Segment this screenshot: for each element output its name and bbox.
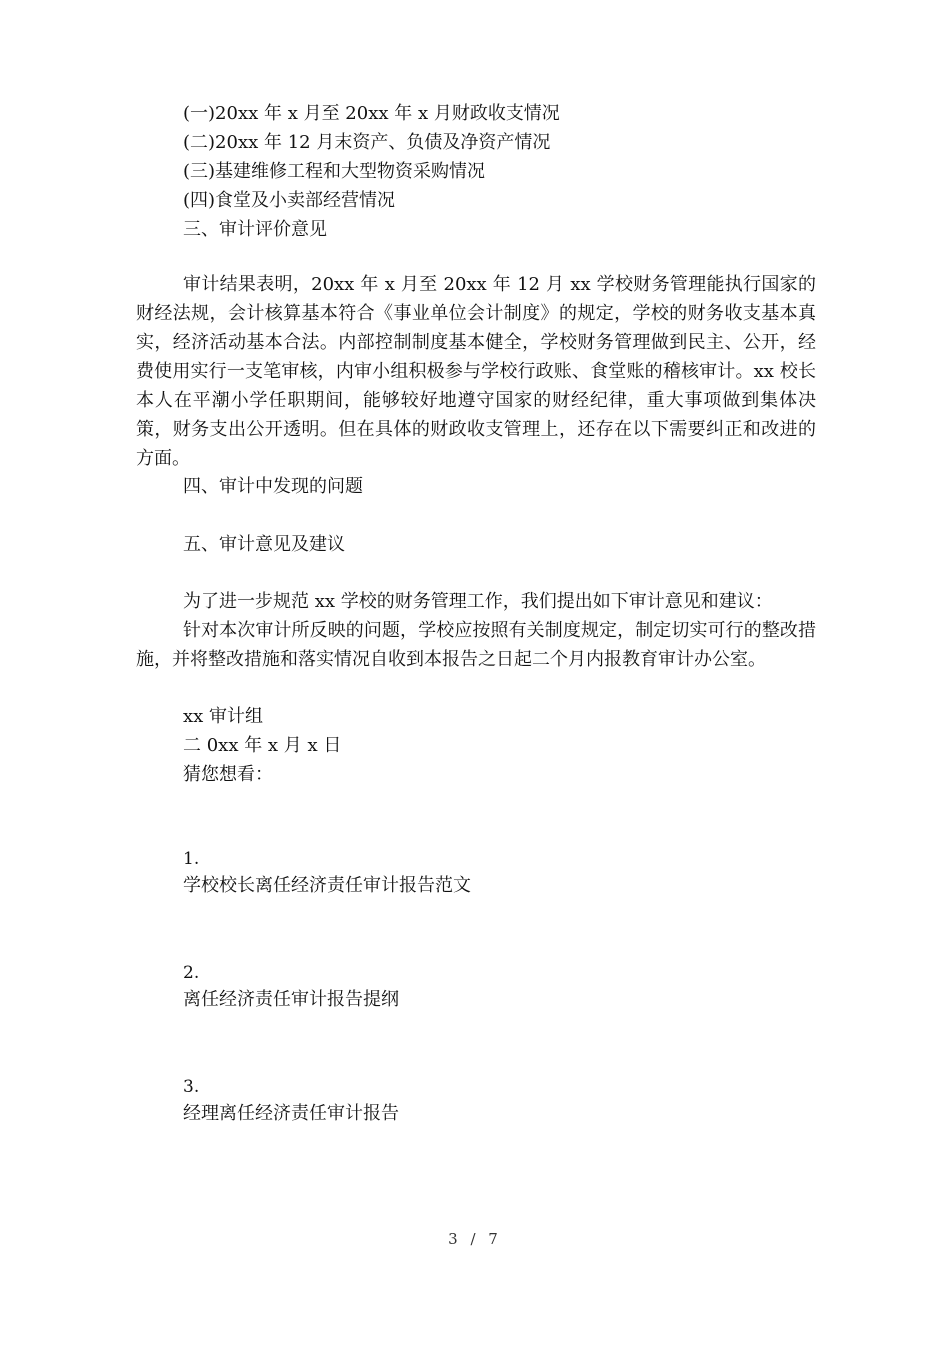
section-4-heading: 四、审计中发现的问题 — [183, 476, 363, 497]
outline-item-4: (四)食堂及小卖部经营情况 — [183, 190, 396, 211]
section-5-heading: 五、审计意见及建议 — [183, 534, 345, 555]
related-item-link[interactable]: 经理离任经济责任审计报告 — [183, 1103, 399, 1124]
related-item-number: 1. — [183, 849, 200, 869]
page-number: 3 / 7 — [448, 1230, 502, 1248]
outline-item-1: (一)20xx 年 x 月至 20xx 年 x 月财政收支情况 — [183, 103, 560, 124]
section-3-body: 审计结果表明，20xx 年 x 月至 20xx 年 12 月 xx 学校财务管理能执行国家的财经法规，会计核算基本符合《事业单位会计制度》的规定，学校的财务收支基本真实，经济活动基本合法。内部控制制度基本健全，学校财务管理做到民主、公开，经费使用实行一支笔审核，内审小组积极参与学校行政账、食堂账的稽核审计。xx 校长本人在平潮小学任职期间，能够较好地遵守国家的财经纪律，重大事项做到集体决策，财务支出公开透明。但在具体的财政收支管理上，还存在以下需要纠正和改进的方面。 — [136, 274, 816, 469]
outline-item-2: (二)20xx 年 12 月末资产、负债及净资产情况 — [183, 132, 551, 153]
related-item-number: 3. — [183, 1077, 200, 1097]
related-item-number: 2. — [183, 963, 200, 983]
related-item-link[interactable]: 离任经济责任审计报告提纲 — [183, 989, 399, 1010]
related-item-link[interactable]: 学校校长离任经济责任审计报告范文 — [183, 875, 471, 896]
related-label: 猜您想看： — [183, 764, 273, 785]
outline-item-3: (三)基建维修工程和大型物资采购情况 — [183, 161, 486, 182]
signature-date: 二 0xx 年 x 月 x 日 — [183, 735, 342, 756]
section-5-body: 针对本次审计所反映的问题，学校应按照有关制度规定，制定切实可行的整改措施，并将整改措施和落实情况自收到本报告之日起二个月内报教育审计办公室。 — [136, 620, 816, 670]
section-5-intro: 为了进一步规范 xx 学校的财务管理工作，我们提出如下审计意见和建议： — [183, 591, 773, 612]
signature-org: xx 审计组 — [183, 706, 264, 727]
section-3-heading: 三、审计评价意见 — [183, 219, 327, 240]
